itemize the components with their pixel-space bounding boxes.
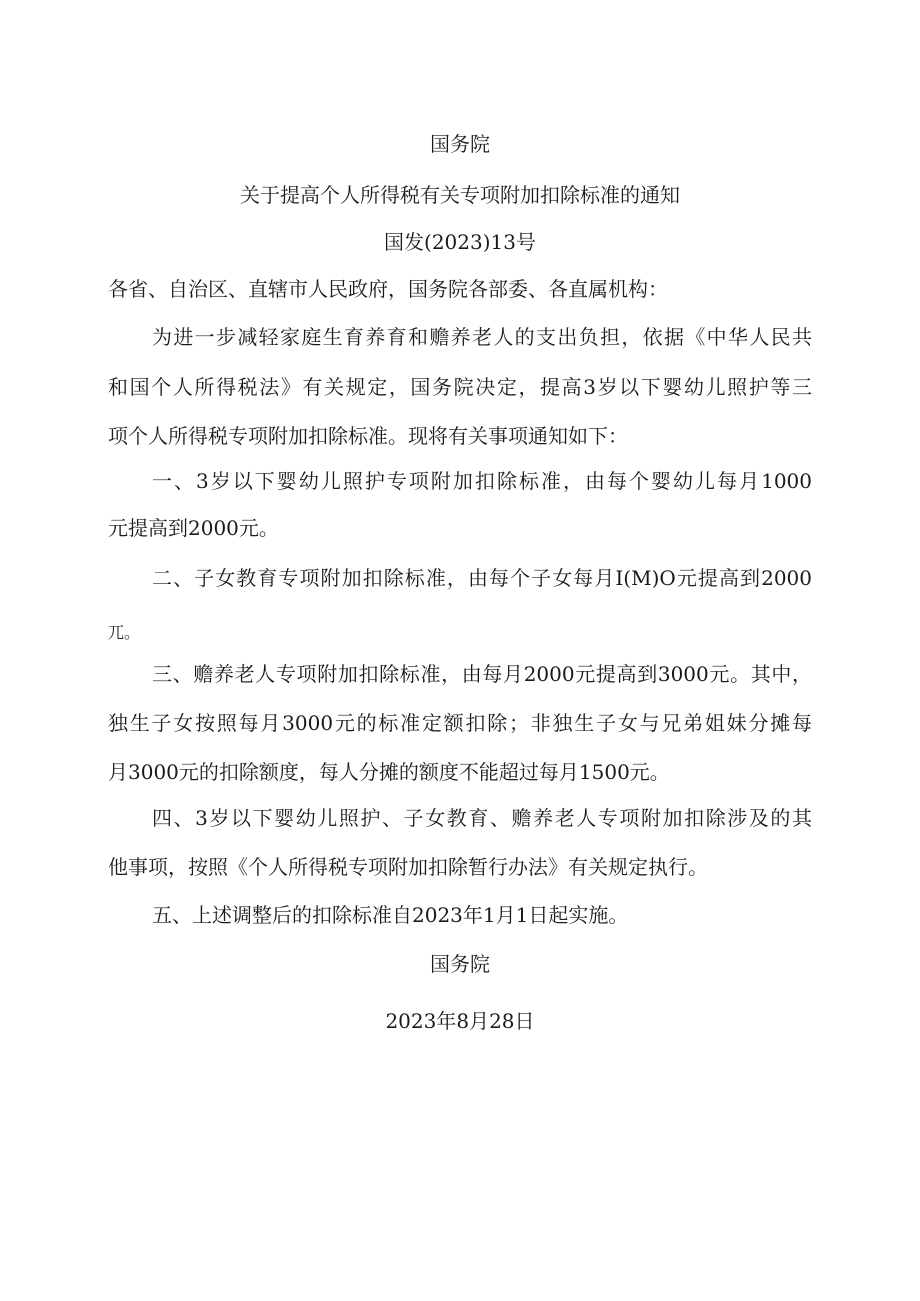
- paragraph-line: 为进一步减轻家庭生育养育和赡养老人的支出负担，依据《中华人民共: [152, 325, 812, 349]
- paragraph-line: 独生子女按照每月3000元的标准定额扣除；非独生子女与兄弟姐妹分摊每: [108, 711, 812, 735]
- signature: 国务院: [430, 952, 490, 976]
- issuer-heading: 国务院: [430, 132, 490, 156]
- paragraph-line: 他事项，按照《个人所得税专项附加扣除暂行办法》有关规定执行。: [108, 855, 708, 879]
- item-5-paragraph: 五、上述调整后的扣除标准自2023年1月1日起实施。: [152, 903, 629, 927]
- document-date: 2023年8月28日: [385, 1009, 535, 1033]
- paragraph-line: 月3000元的扣除额度，每人分摊的额度不能超过每月1500元。: [108, 760, 670, 784]
- paragraph-line: 三、赡养老人专项附加扣除标准，由每月2000元提高到3000元。其中，: [152, 662, 812, 686]
- paragraph-line: 兀。: [108, 623, 141, 642]
- document-title: 关于提高个人所得税有关专项附加扣除标准的通知: [240, 183, 680, 207]
- document-number: 国发(2023)13号: [384, 230, 536, 254]
- paragraph-line: 和国个人所得税法》有关规定，国务院决定，提高3岁以下婴幼儿照护等三: [108, 375, 812, 399]
- paragraph-line: 元提高到2000元。: [108, 516, 279, 540]
- paragraph-line: 二、子女教育专项附加扣除标准，由每个子女每月I(M)O元提高到2000: [152, 566, 812, 590]
- paragraph-line: 项个人所得税专项附加扣除标准。现将有关事项通知如下：: [108, 424, 628, 448]
- salutation: 各省、自治区、直辖市人民政府，国务院各部委、各直属机构：: [108, 277, 668, 301]
- paragraph-line: 一、3岁以下婴幼儿照护专项附加扣除标准，由每个婴幼儿每月1000: [152, 469, 812, 493]
- paragraph-line: 四、3岁以下婴幼儿照护、子女教育、赡养老人专项附加扣除涉及的其: [152, 806, 812, 830]
